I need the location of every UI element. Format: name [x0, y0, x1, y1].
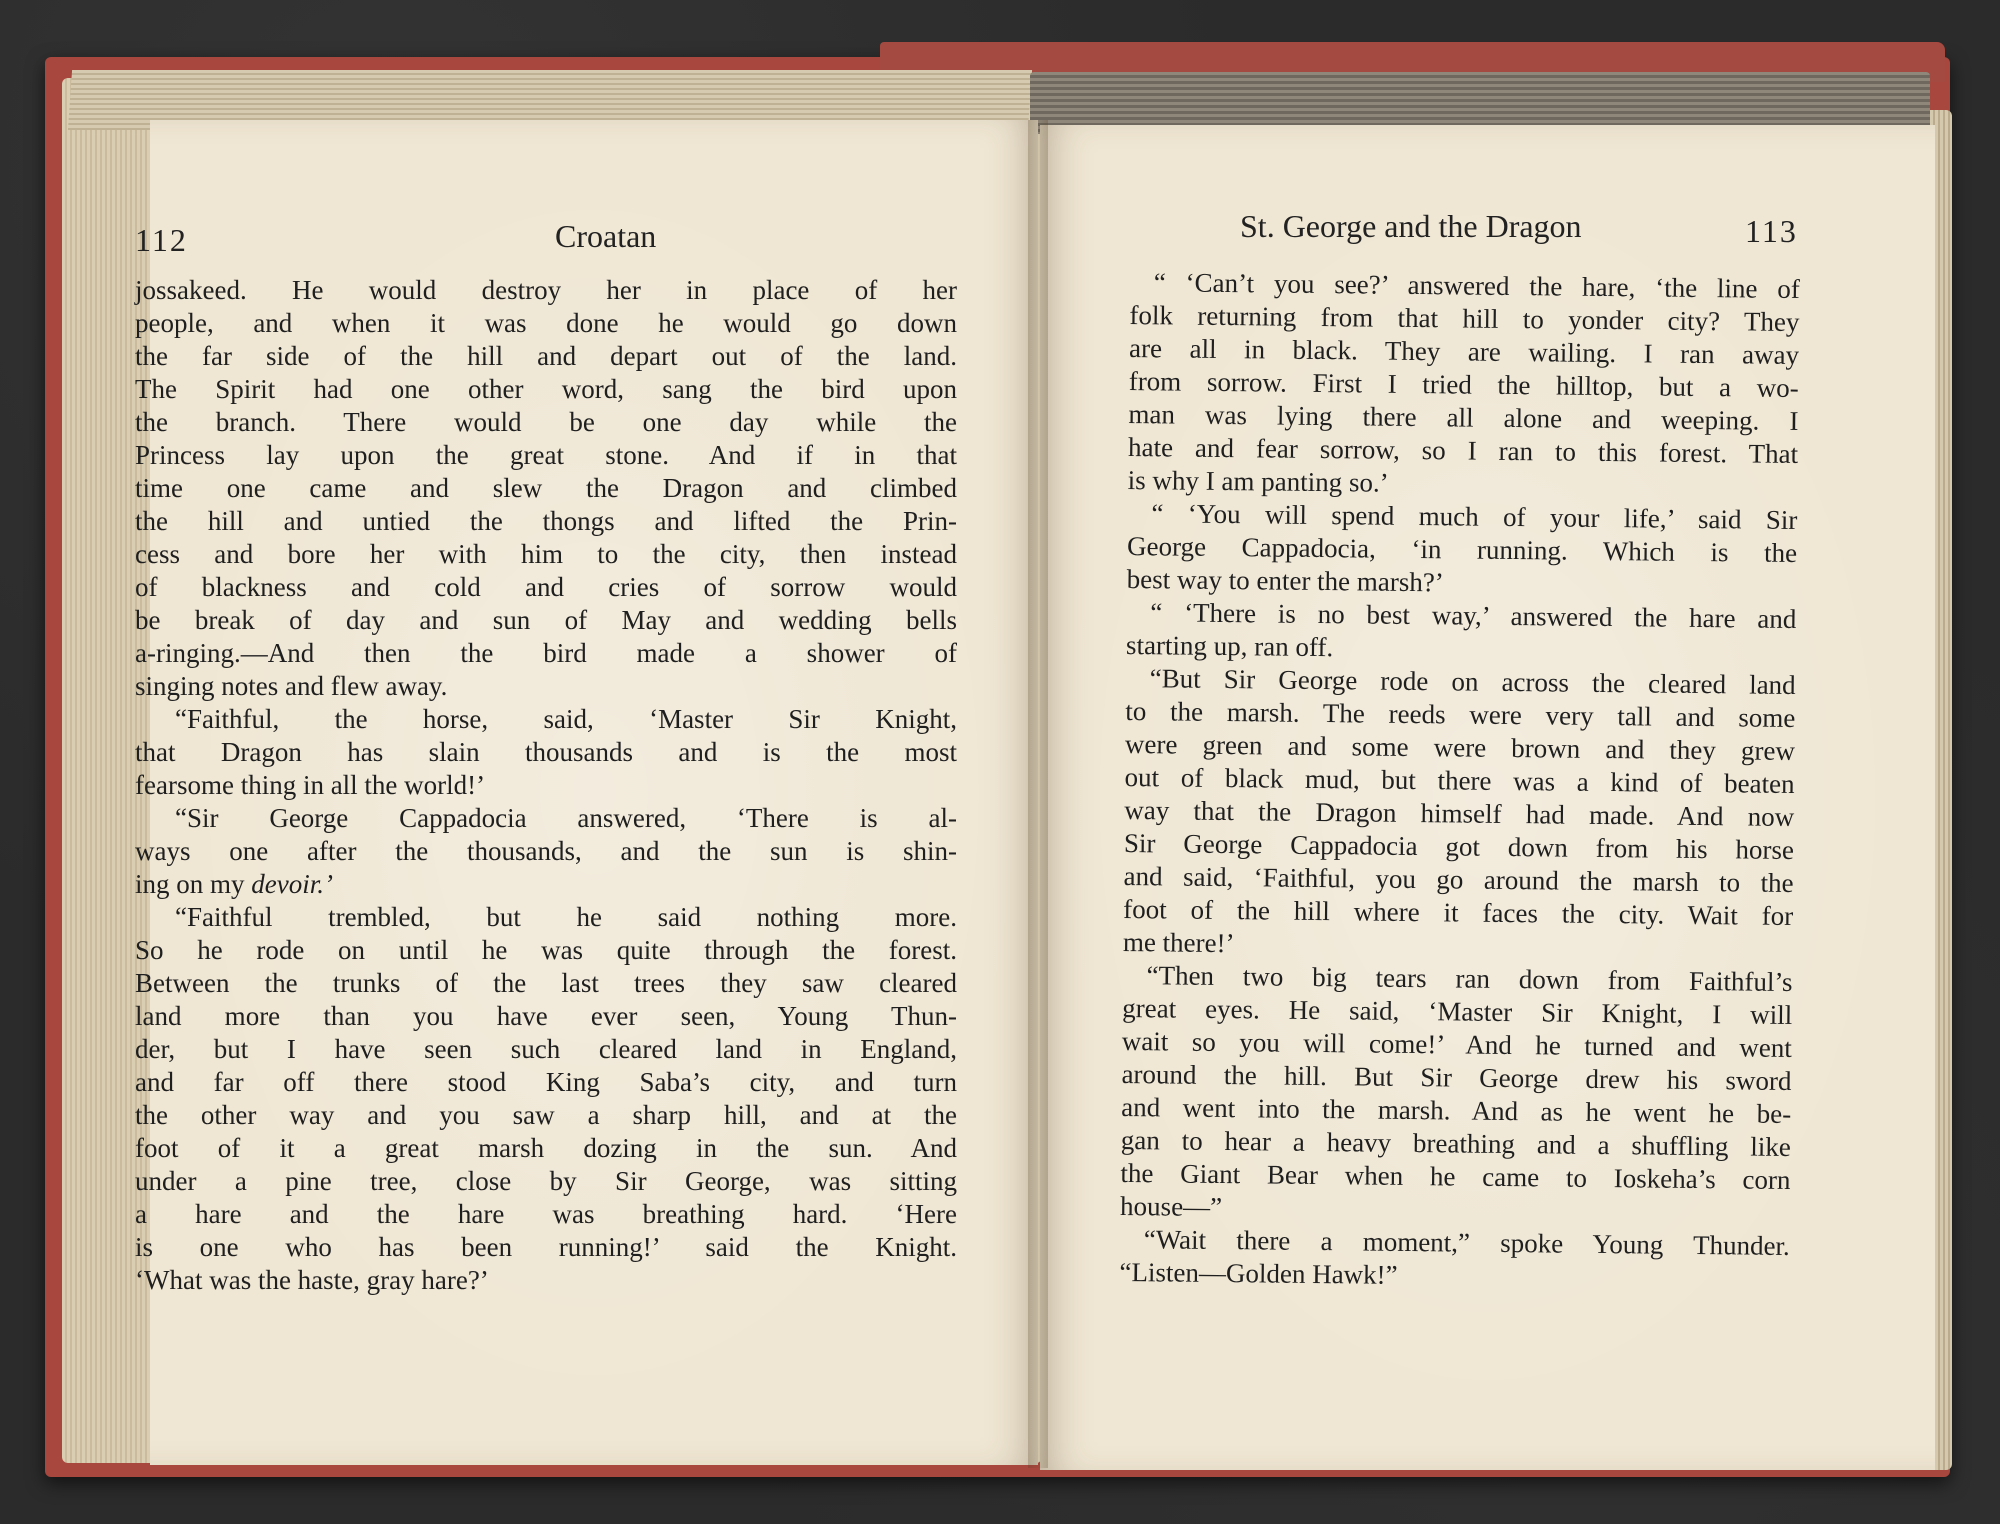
text-line-content: Princess lay upon the great stone. And if in that	[135, 440, 957, 470]
text-line	[135, 1000, 957, 1033]
text-line-content: the Giant Bear when he came to Ioskeha’s corn	[1120, 1157, 1791, 1195]
text-line	[135, 1198, 957, 1231]
text-line	[135, 868, 957, 901]
right-page-number: 113	[1745, 213, 1798, 249]
text-line-content: ways one after the thousands, and the sun is shin-	[135, 836, 957, 866]
text-line-content: land more than you have ever seen, Young Thun-	[135, 1001, 957, 1031]
left-page-text	[135, 274, 957, 1297]
text-line-content: starting up, ran off.	[1125, 629, 1334, 663]
text-line-content: ing on my	[135, 869, 252, 899]
text-line-content: “ ‘You will spend much of your life,’ said Sir	[1151, 498, 1798, 536]
text-line-content: me there!’	[1122, 926, 1235, 959]
text-line	[135, 901, 957, 934]
text-line-content: ‘What was the haste, gray hare?’	[135, 1265, 489, 1295]
text-line	[135, 571, 957, 604]
text-line-content: and said, ‘Faithful, you go around the marsh to the	[1123, 860, 1794, 898]
text-line	[135, 1066, 957, 1099]
text-line-content: were green and some were brown and they grew	[1124, 728, 1796, 766]
text-line	[135, 1033, 957, 1066]
text-line-content: man was lying there all alone and weeping. I	[1128, 398, 1799, 437]
text-line	[135, 1099, 957, 1132]
text-line	[1119, 1256, 1789, 1296]
text-line-content: George Cappadocia, ‘in running. Which is the	[1126, 530, 1798, 568]
text-line-content: of blackness and cold and cries of sorrow would	[135, 572, 957, 602]
text-line-content: time one came and slew the Dragon and climbed	[135, 473, 957, 503]
text-line	[135, 670, 957, 703]
text-line-content: to the marsh. The reeds were very tall and some	[1125, 695, 1796, 733]
text-line-content: singing notes and flew away.	[135, 671, 448, 701]
text-line-content: “ ‘Can’t you see?’ answered the hare, ‘the line of	[1153, 267, 1800, 305]
right-running-title: St. George and the Dragon	[1240, 208, 1582, 244]
text-line-content: is why I am panting so.’	[1127, 464, 1389, 498]
text-line-content: be break of day and sun of May and wedding bells	[135, 605, 957, 635]
text-line-content: house—”	[1119, 1190, 1223, 1223]
italic-word: devoir.’	[251, 869, 333, 899]
text-line	[135, 934, 957, 967]
text-line-content: jossakeed. He would destroy her in place of her	[135, 275, 957, 305]
text-line	[135, 604, 957, 637]
left-page-number: 112	[135, 222, 188, 258]
text-line-content: “Sir George Cappadocia answered, ‘There is al-	[175, 803, 957, 833]
text-line	[135, 373, 957, 406]
text-line-content: the branch. There would be one day while the	[135, 407, 957, 437]
text-line	[135, 307, 957, 340]
text-line-content: foot of it a great marsh dozing in the sun. And	[135, 1133, 957, 1163]
text-line-content: out of black mud, but there was a kind of beaten	[1124, 761, 1795, 799]
text-line-content: “Wait there a moment,” spoke Young Thunder.	[1143, 1224, 1790, 1261]
text-line-content: under a pine tree, close by Sir George, was sitting	[135, 1166, 957, 1196]
text-line-content: are all in black. They are wailing. I ran away	[1128, 332, 1800, 371]
text-line-content: from sorrow. First I tried the hilltop, but a wo-	[1128, 365, 1799, 404]
text-line	[135, 439, 957, 472]
right-page-text	[1119, 266, 1800, 1296]
text-line	[135, 769, 957, 802]
book-gutter	[1028, 120, 1048, 1468]
text-line-content: is one who has been running!’ said the Knight.	[135, 1232, 957, 1262]
text-line-content: the other way and you saw a sharp hill, and at the	[135, 1100, 957, 1130]
text-line-content: So he rode on until he was quite through the forest.	[135, 935, 957, 965]
text-line	[135, 340, 957, 373]
text-line-content: “But Sir George rode on across the cleared land	[1149, 663, 1796, 700]
text-line	[135, 802, 957, 835]
text-line-content: Between the trunks of the last trees they saw cleared	[135, 968, 957, 998]
text-line-content: around the hill. But Sir George drew his sword	[1121, 1058, 1792, 1096]
text-line-content: Sir George Cappadocia got down from his horse	[1123, 827, 1795, 865]
text-line-content: hate and fear sorrow, so I ran to this forest. That	[1127, 431, 1799, 470]
text-line-content: foot of the hill where it faces the city. Wait for	[1123, 893, 1794, 931]
text-line-content: cess and bore her with him to the city, then instead	[135, 539, 957, 569]
text-line-content: “Then two big tears ran down from Faithful’s	[1146, 960, 1793, 997]
text-line	[135, 472, 957, 505]
text-line-content: “Faithful, the horse, said, ‘Master Sir Knight,	[175, 704, 957, 734]
text-line	[135, 835, 957, 868]
text-line-content: “Faithful trembled, but he said nothing more.	[175, 902, 957, 932]
text-line-content: the far side of the hill and depart out of the land.	[135, 341, 957, 371]
text-line-content: way that the Dragon himself had made. And now	[1124, 794, 1795, 832]
text-line	[135, 967, 957, 1000]
text-line	[135, 1231, 957, 1264]
text-line-content: and far off there stood King Saba’s city, and turn	[135, 1067, 957, 1097]
text-line	[135, 1132, 957, 1165]
text-line	[135, 736, 957, 769]
text-line	[135, 1165, 957, 1198]
text-line-content: The Spirit had one other word, sang the bird upon	[135, 374, 957, 404]
text-line-content: gan to hear a heavy breathing and a shuffling like	[1120, 1124, 1791, 1162]
text-line-content: fearsome thing in all the world!’	[135, 770, 486, 800]
text-line-content: people, and when it was done he would go down	[135, 308, 957, 338]
left-running-title: Croatan	[555, 218, 657, 254]
text-line-content: best way to enter the marsh?’	[1126, 563, 1445, 598]
text-line	[135, 505, 957, 538]
text-line-content: a hare and the hare was breathing hard. ‘Here	[135, 1199, 957, 1229]
text-line-content: great eyes. He said, ‘Master Sir Knight, I will	[1122, 992, 1793, 1030]
text-line-content: a-ringing.—And then the bird made a shower of	[135, 638, 957, 668]
text-line-content: the hill and untied the thongs and lifted the Prin-	[135, 506, 957, 536]
text-line-content: der, but I have seen such cleared land in England,	[135, 1034, 957, 1064]
text-line-content: folk returning from that hill to yonder city? They	[1129, 299, 1800, 338]
text-line-content: “ ‘There is no best way,’ answered the hare and	[1150, 597, 1797, 634]
text-line	[135, 1264, 957, 1297]
text-line	[135, 274, 957, 307]
text-line	[135, 406, 957, 439]
text-line	[135, 637, 957, 670]
text-line-content: and went into the marsh. And as he went he be-	[1121, 1091, 1792, 1129]
text-line	[135, 538, 957, 571]
text-line-content: “Listen—Golden Hawk!”	[1119, 1256, 1398, 1290]
text-line-content: wait so you will come!’ And he turned and went	[1121, 1025, 1793, 1063]
text-line-content: that Dragon has slain thousands and is the most	[135, 737, 957, 767]
text-line	[135, 703, 957, 736]
